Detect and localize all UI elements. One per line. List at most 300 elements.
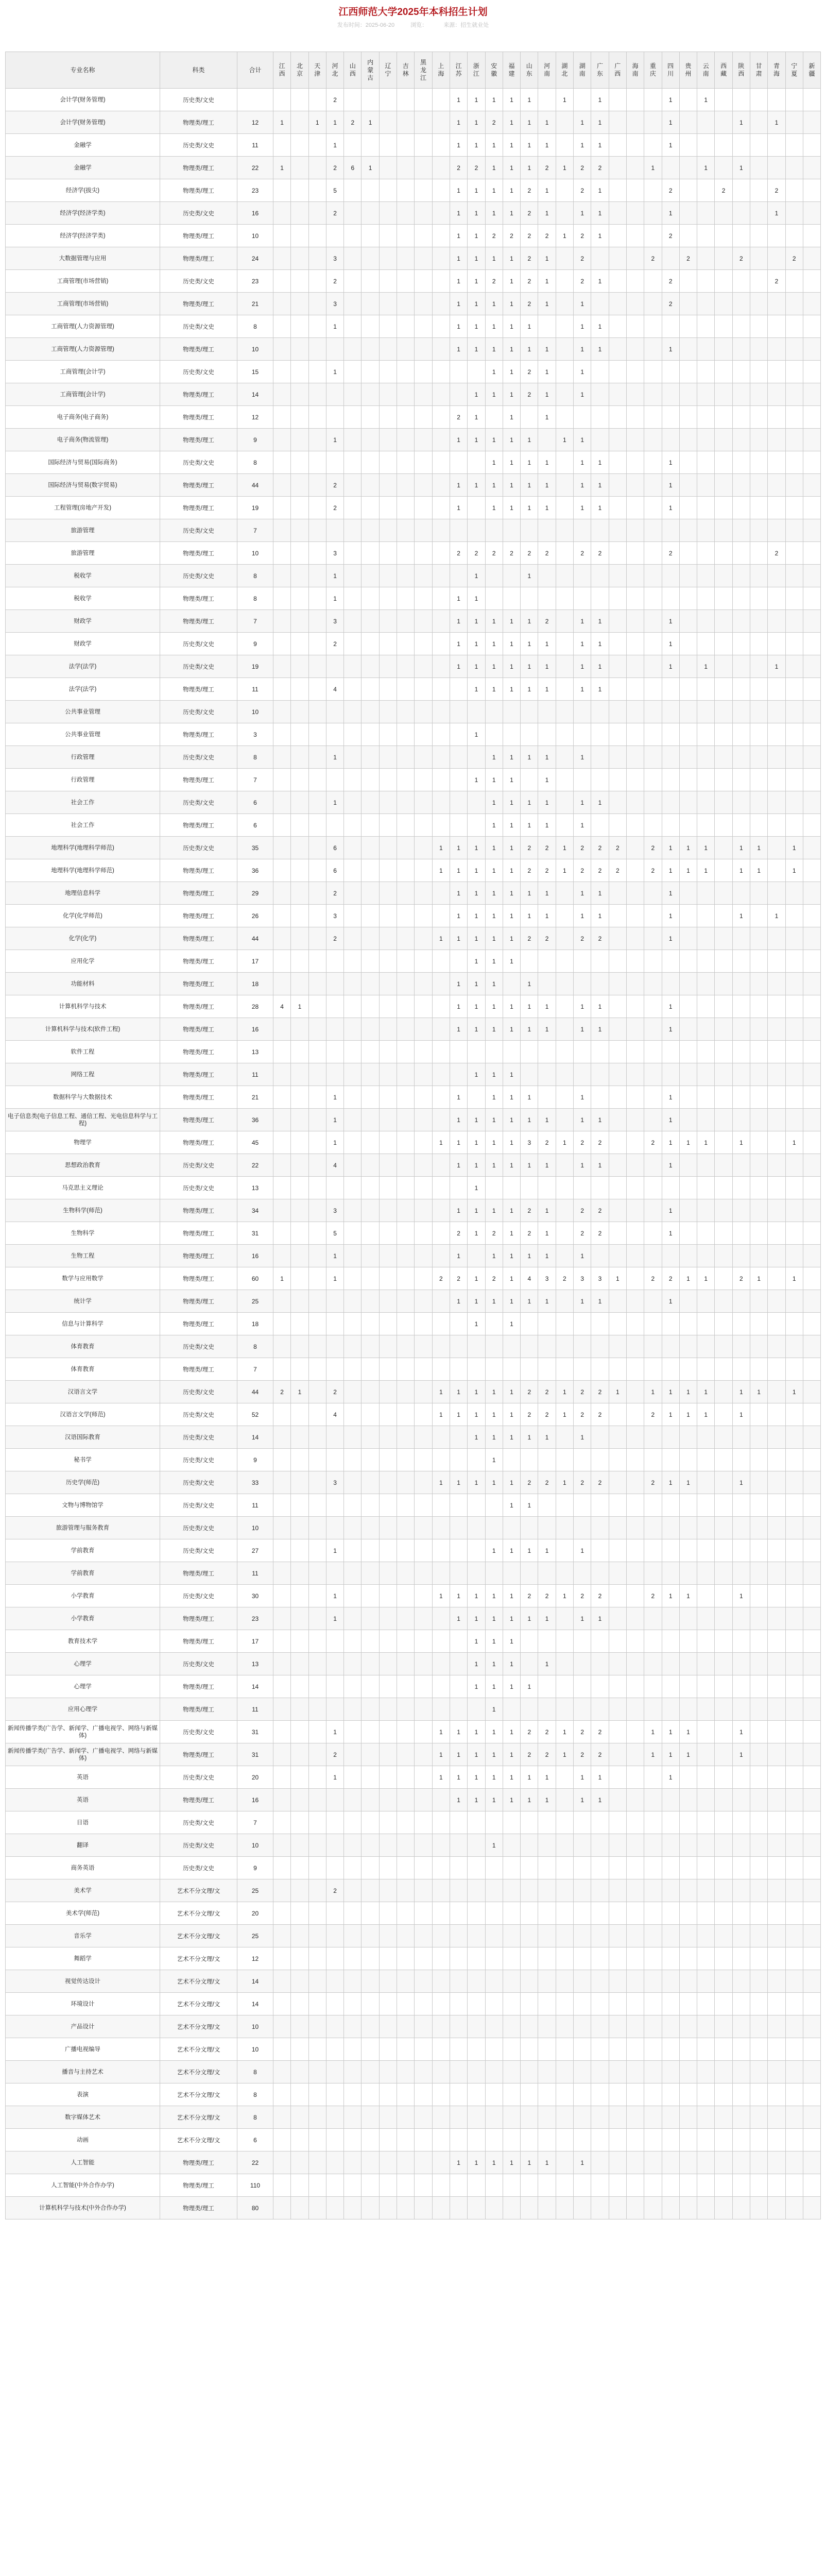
province-quota-cell [768, 1947, 785, 1970]
province-quota-cell: 1 [450, 111, 467, 134]
province-quota-cell: 1 [485, 746, 503, 769]
province-quota-cell [485, 1993, 503, 2015]
province-quota-cell [326, 1675, 343, 1698]
province-quota-cell [715, 1925, 732, 1947]
province-quota-cell [379, 1018, 397, 1041]
province-quota-cell [326, 1449, 343, 1471]
province-quota-cell [803, 859, 820, 882]
province-quota-cell [732, 610, 750, 633]
header-province: 云 南 [697, 52, 715, 89]
province-quota-cell: 1 [521, 633, 538, 655]
province-quota-cell [432, 1018, 450, 1041]
province-quota-cell [432, 2106, 450, 2129]
province-quota-cell: 1 [591, 497, 609, 519]
province-quota-cell [679, 157, 697, 179]
province-quota-cell [644, 2038, 662, 2061]
province-quota-cell: 1 [644, 157, 662, 179]
province-quota-cell [591, 1562, 609, 1585]
table-row [6, 1245, 821, 1267]
province-quota-cell: 1 [662, 927, 679, 950]
province-quota-cell [732, 814, 750, 837]
province-quota-cell [556, 678, 573, 701]
province-quota-cell [503, 1925, 520, 1947]
province-quota-cell [273, 451, 291, 474]
province-quota-cell [450, 1539, 467, 1562]
province-quota-cell [485, 1811, 503, 1834]
province-quota-cell [521, 769, 538, 791]
table-row [6, 1063, 821, 1086]
province-quota-cell [626, 1834, 644, 1857]
province-quota-cell [626, 610, 644, 633]
header-province: 内 蒙 古 [362, 52, 379, 89]
province-quota-cell [344, 859, 362, 882]
total-cell: 13 [237, 1177, 273, 1199]
province-quota-cell [626, 655, 644, 678]
total-cell: 3 [237, 723, 273, 746]
province-quota-cell [679, 1993, 697, 2015]
province-quota-cell [732, 293, 750, 315]
province-quota-cell [379, 474, 397, 497]
province-quota-cell: 2 [521, 1403, 538, 1426]
province-quota-cell [591, 1698, 609, 1721]
province-quota-cell [556, 2106, 573, 2129]
province-quota-cell [644, 1653, 662, 1675]
province-quota-cell [715, 1494, 732, 1517]
province-quota-cell [362, 1358, 379, 1381]
province-quota-cell [768, 814, 785, 837]
province-quota-cell [591, 1993, 609, 2015]
province-quota-cell [379, 905, 397, 927]
province-quota-cell [715, 157, 732, 179]
province-quota-cell [803, 1993, 820, 2015]
province-quota-cell [503, 1879, 520, 1902]
province-quota-cell [379, 270, 397, 293]
province-quota-cell [397, 1517, 415, 1539]
province-quota-cell [609, 1109, 626, 1131]
province-quota-cell [609, 1290, 626, 1313]
province-quota-cell [273, 1811, 291, 1834]
province-quota-cell [679, 111, 697, 134]
province-quota-cell [538, 1970, 556, 1993]
province-quota-cell: 1 [503, 1607, 520, 1630]
province-quota-cell: 2 [326, 1879, 343, 1902]
province-quota-cell [626, 1471, 644, 1494]
province-quota-cell [785, 565, 803, 587]
province-quota-cell [415, 247, 432, 270]
province-quota-cell: 2 [574, 542, 591, 565]
province-quota-cell [538, 1811, 556, 1834]
province-quota-cell [362, 973, 379, 995]
province-quota-cell [415, 1562, 432, 1585]
province-quota-cell [273, 1109, 291, 1131]
province-quota-cell [715, 1607, 732, 1630]
province-quota-cell [521, 2174, 538, 2197]
province-quota-cell [785, 2197, 803, 2219]
table-row [6, 565, 821, 587]
province-quota-cell [803, 1358, 820, 1381]
province-quota-cell [291, 1494, 308, 1517]
table-row [6, 383, 821, 406]
province-quota-cell [803, 202, 820, 225]
province-quota-cell [326, 2129, 343, 2151]
province-quota-cell [432, 655, 450, 678]
province-quota-cell [291, 519, 308, 542]
category-cell: 物理类/理工 [160, 814, 237, 837]
province-quota-cell [591, 2129, 609, 2151]
province-quota-cell [750, 1494, 768, 1517]
province-quota-cell [362, 565, 379, 587]
province-quota-cell [415, 1925, 432, 1947]
province-quota-cell [785, 973, 803, 995]
province-quota-cell: 1 [485, 1585, 503, 1607]
header-province: 新 疆 [803, 52, 820, 89]
province-quota-cell: 1 [697, 1267, 715, 1290]
province-quota-cell [308, 723, 326, 746]
province-quota-cell [609, 1245, 626, 1267]
province-quota-cell [662, 1335, 679, 1358]
province-quota-cell [291, 1766, 308, 1789]
province-quota-cell: 1 [574, 1426, 591, 1449]
province-quota-cell: 1 [326, 1766, 343, 1789]
province-quota-cell [344, 1789, 362, 1811]
province-quota-cell: 1 [662, 497, 679, 519]
category-cell: 物理类/理工 [160, 905, 237, 927]
province-quota-cell [344, 2038, 362, 2061]
province-quota-cell: 2 [521, 293, 538, 315]
province-quota-cell [432, 882, 450, 905]
province-quota-cell [732, 2129, 750, 2151]
province-quota-cell [785, 678, 803, 701]
province-quota-cell [644, 791, 662, 814]
province-quota-cell [344, 1675, 362, 1698]
province-quota-cell [468, 1041, 485, 1063]
province-quota-cell [750, 2038, 768, 2061]
province-quota-cell [308, 1743, 326, 1766]
province-quota-cell [273, 1721, 291, 1743]
province-quota-cell [803, 157, 820, 179]
major-cell: 旅游管理与服务教育 [6, 1517, 160, 1539]
province-quota-cell [273, 429, 291, 451]
province-quota-cell [679, 610, 697, 633]
province-quota-cell [397, 746, 415, 769]
category-cell: 物理类/理工 [160, 927, 237, 950]
province-quota-cell [644, 451, 662, 474]
province-quota-cell [785, 1698, 803, 1721]
province-quota-cell [644, 2083, 662, 2106]
province-quota-cell [768, 1177, 785, 1199]
province-quota-cell [626, 2038, 644, 2061]
province-quota-cell [362, 1585, 379, 1607]
province-quota-cell: 2 [662, 270, 679, 293]
province-quota-cell [626, 406, 644, 429]
province-quota-cell [450, 1063, 467, 1086]
province-quota-cell [273, 859, 291, 882]
province-quota-cell [379, 1426, 397, 1449]
province-quota-cell [485, 1313, 503, 1335]
major-cell: 国际经济与贸易(数字贸易) [6, 474, 160, 497]
province-quota-cell [273, 1335, 291, 1358]
province-quota-cell: 2 [521, 179, 538, 202]
province-quota-cell [750, 701, 768, 723]
province-quota-cell [768, 157, 785, 179]
province-quota-cell [291, 1630, 308, 1653]
province-quota-cell [308, 1426, 326, 1449]
category-cell: 物理类/理工 [160, 1630, 237, 1653]
province-quota-cell [326, 1494, 343, 1517]
province-quota-cell [344, 361, 362, 383]
province-quota-cell [626, 519, 644, 542]
province-quota-cell: 1 [538, 451, 556, 474]
table-row [6, 587, 821, 610]
province-quota-cell [609, 1902, 626, 1925]
province-quota-cell [626, 1766, 644, 1789]
province-quota-cell [644, 1222, 662, 1245]
table-row [6, 2197, 821, 2219]
province-quota-cell [556, 587, 573, 610]
province-quota-cell [308, 995, 326, 1018]
province-quota-cell [803, 247, 820, 270]
province-quota-cell [362, 995, 379, 1018]
total-cell: 10 [237, 542, 273, 565]
province-quota-cell [450, 701, 467, 723]
province-quota-cell: 1 [732, 111, 750, 134]
province-quota-cell [626, 1925, 644, 1947]
province-quota-cell [732, 701, 750, 723]
province-quota-cell [291, 338, 308, 361]
province-quota-cell [503, 2129, 520, 2151]
province-quota-cell [450, 1449, 467, 1471]
table-row [6, 2083, 821, 2106]
province-quota-cell: 1 [591, 202, 609, 225]
province-quota-cell [574, 2015, 591, 2038]
province-quota-cell [556, 1879, 573, 1902]
province-quota-cell: 1 [662, 1199, 679, 1222]
province-quota-cell [750, 1471, 768, 1494]
province-quota-cell [626, 202, 644, 225]
province-quota-cell: 2 [644, 859, 662, 882]
province-quota-cell: 1 [450, 293, 467, 315]
province-quota-cell [715, 1177, 732, 1199]
province-quota-cell [273, 1925, 291, 1947]
province-quota-cell [344, 2015, 362, 2038]
province-quota-cell [326, 1698, 343, 1721]
province-quota-cell [768, 1018, 785, 1041]
province-quota-cell [521, 2038, 538, 2061]
province-quota-cell [379, 882, 397, 905]
major-cell: 统计学 [6, 1290, 160, 1313]
province-quota-cell [308, 1607, 326, 1630]
province-quota-cell: 1 [468, 406, 485, 429]
total-cell: 10 [237, 338, 273, 361]
major-cell: 应用化学 [6, 950, 160, 973]
province-quota-cell [609, 1539, 626, 1562]
province-quota-cell [768, 565, 785, 587]
province-quota-cell: 3 [326, 905, 343, 927]
province-quota-cell: 1 [679, 1743, 697, 1766]
province-quota-cell [679, 973, 697, 995]
province-quota-cell [679, 882, 697, 905]
province-quota-cell [344, 1698, 362, 1721]
province-quota-cell [432, 769, 450, 791]
province-quota-cell [379, 1154, 397, 1177]
province-quota-cell: 1 [291, 995, 308, 1018]
province-quota-cell [362, 1675, 379, 1698]
province-quota-cell [308, 1313, 326, 1335]
province-quota-cell [344, 678, 362, 701]
table-row [6, 474, 821, 497]
province-quota-cell [556, 1199, 573, 1222]
province-quota-cell [397, 1177, 415, 1199]
province-quota-cell: 1 [591, 1789, 609, 1811]
province-quota-cell: 1 [485, 202, 503, 225]
province-quota-cell: 1 [432, 859, 450, 882]
category-cell: 物理类/理工 [160, 610, 237, 633]
province-quota-cell [732, 2015, 750, 2038]
province-quota-cell [273, 927, 291, 950]
province-quota-cell [397, 1970, 415, 1993]
province-quota-cell [344, 1381, 362, 1403]
province-quota-cell: 1 [503, 1426, 520, 1449]
province-quota-cell: 2 [768, 179, 785, 202]
province-quota-cell [291, 542, 308, 565]
category-cell: 艺术不分文理/文 [160, 2129, 237, 2151]
province-quota-cell [768, 1154, 785, 1177]
province-quota-cell [273, 1018, 291, 1041]
province-quota-cell [379, 837, 397, 859]
province-quota-cell: 1 [662, 134, 679, 157]
province-quota-cell [432, 1902, 450, 1925]
province-quota-cell [574, 1358, 591, 1381]
province-quota-cell [626, 429, 644, 451]
province-quota-cell [379, 655, 397, 678]
province-quota-cell [415, 1154, 432, 1177]
province-quota-cell [785, 1925, 803, 1947]
province-quota-cell [397, 1766, 415, 1789]
province-quota-cell: 2 [485, 225, 503, 247]
province-quota-cell [626, 1063, 644, 1086]
province-quota-cell [415, 1789, 432, 1811]
province-quota-cell: 1 [503, 1494, 520, 1517]
total-cell: 31 [237, 1743, 273, 1766]
province-quota-cell [785, 179, 803, 202]
province-quota-cell: 2 [644, 247, 662, 270]
province-quota-cell [626, 837, 644, 859]
province-quota-cell [785, 89, 803, 111]
province-quota-cell [432, 2151, 450, 2174]
province-quota-cell [468, 2015, 485, 2038]
province-quota-cell [379, 995, 397, 1018]
province-quota-cell [538, 2129, 556, 2151]
province-quota-cell [397, 859, 415, 882]
province-quota-cell [732, 1925, 750, 1947]
province-quota-cell [679, 1335, 697, 1358]
province-quota-cell [679, 1018, 697, 1041]
province-quota-cell [662, 2129, 679, 2151]
province-quota-cell: 1 [485, 950, 503, 973]
table-row [6, 1313, 821, 1335]
province-quota-cell [662, 2197, 679, 2219]
province-quota-cell: 1 [503, 429, 520, 451]
province-quota-cell [344, 1562, 362, 1585]
province-quota-cell [591, 1675, 609, 1698]
province-quota-cell: 1 [732, 837, 750, 859]
province-quota-cell [626, 2106, 644, 2129]
province-quota-cell [785, 1902, 803, 1925]
province-quota-cell: 1 [503, 270, 520, 293]
province-quota-cell [450, 1698, 467, 1721]
province-quota-cell [450, 1494, 467, 1517]
province-quota-cell: 1 [468, 565, 485, 587]
province-quota-cell [503, 973, 520, 995]
province-quota-cell [626, 1743, 644, 1766]
province-quota-cell [344, 1879, 362, 1902]
category-cell: 历史类/文史 [160, 1539, 237, 1562]
province-quota-cell [432, 1539, 450, 1562]
province-quota-cell [574, 723, 591, 746]
province-quota-cell [344, 270, 362, 293]
province-quota-cell [362, 451, 379, 474]
province-quota-cell [732, 1653, 750, 1675]
province-quota-cell [644, 1517, 662, 1539]
province-quota-cell: 2 [538, 1403, 556, 1426]
province-quota-cell [785, 2129, 803, 2151]
province-quota-cell [379, 814, 397, 837]
province-quota-cell [362, 225, 379, 247]
province-quota-cell [397, 1539, 415, 1562]
province-quota-cell [326, 1177, 343, 1199]
province-quota-cell [626, 1109, 644, 1131]
province-quota-cell: 1 [574, 497, 591, 519]
province-quota-cell [785, 1494, 803, 1517]
province-quota-cell: 1 [485, 837, 503, 859]
province-quota-cell: 2 [538, 1743, 556, 1766]
province-quota-cell [697, 247, 715, 270]
province-quota-cell [344, 406, 362, 429]
total-cell: 23 [237, 179, 273, 202]
province-quota-cell [697, 1335, 715, 1358]
province-quota-cell [415, 361, 432, 383]
province-quota-cell: 1 [768, 111, 785, 134]
total-cell [237, 89, 273, 111]
province-quota-cell: 1 [468, 179, 485, 202]
province-quota-cell [450, 1313, 467, 1335]
province-quota-cell [397, 202, 415, 225]
province-quota-cell [556, 2038, 573, 2061]
province-quota-cell [503, 1358, 520, 1381]
province-quota-cell [450, 1630, 467, 1653]
province-quota-cell [344, 655, 362, 678]
table-row [6, 1222, 821, 1245]
province-quota-cell [273, 1607, 291, 1630]
province-quota-cell: 2 [574, 225, 591, 247]
province-quota-cell [468, 2129, 485, 2151]
major-cell: 国际经济与贸易(国际商务) [6, 451, 160, 474]
province-quota-cell: 2 [521, 542, 538, 565]
province-quota-cell: 2 [521, 859, 538, 882]
total-cell: 12 [237, 406, 273, 429]
province-quota-cell: 1 [591, 1109, 609, 1131]
province-quota-cell [362, 1925, 379, 1947]
province-quota-cell: 1 [468, 1766, 485, 1789]
province-quota-cell [591, 383, 609, 406]
province-quota-cell [556, 1562, 573, 1585]
province-quota-cell [397, 1131, 415, 1154]
province-quota-cell: 1 [485, 89, 503, 111]
province-quota-cell [626, 1721, 644, 1743]
province-quota-cell [538, 1993, 556, 2015]
province-quota-cell [344, 587, 362, 610]
total-cell: 14 [237, 383, 273, 406]
